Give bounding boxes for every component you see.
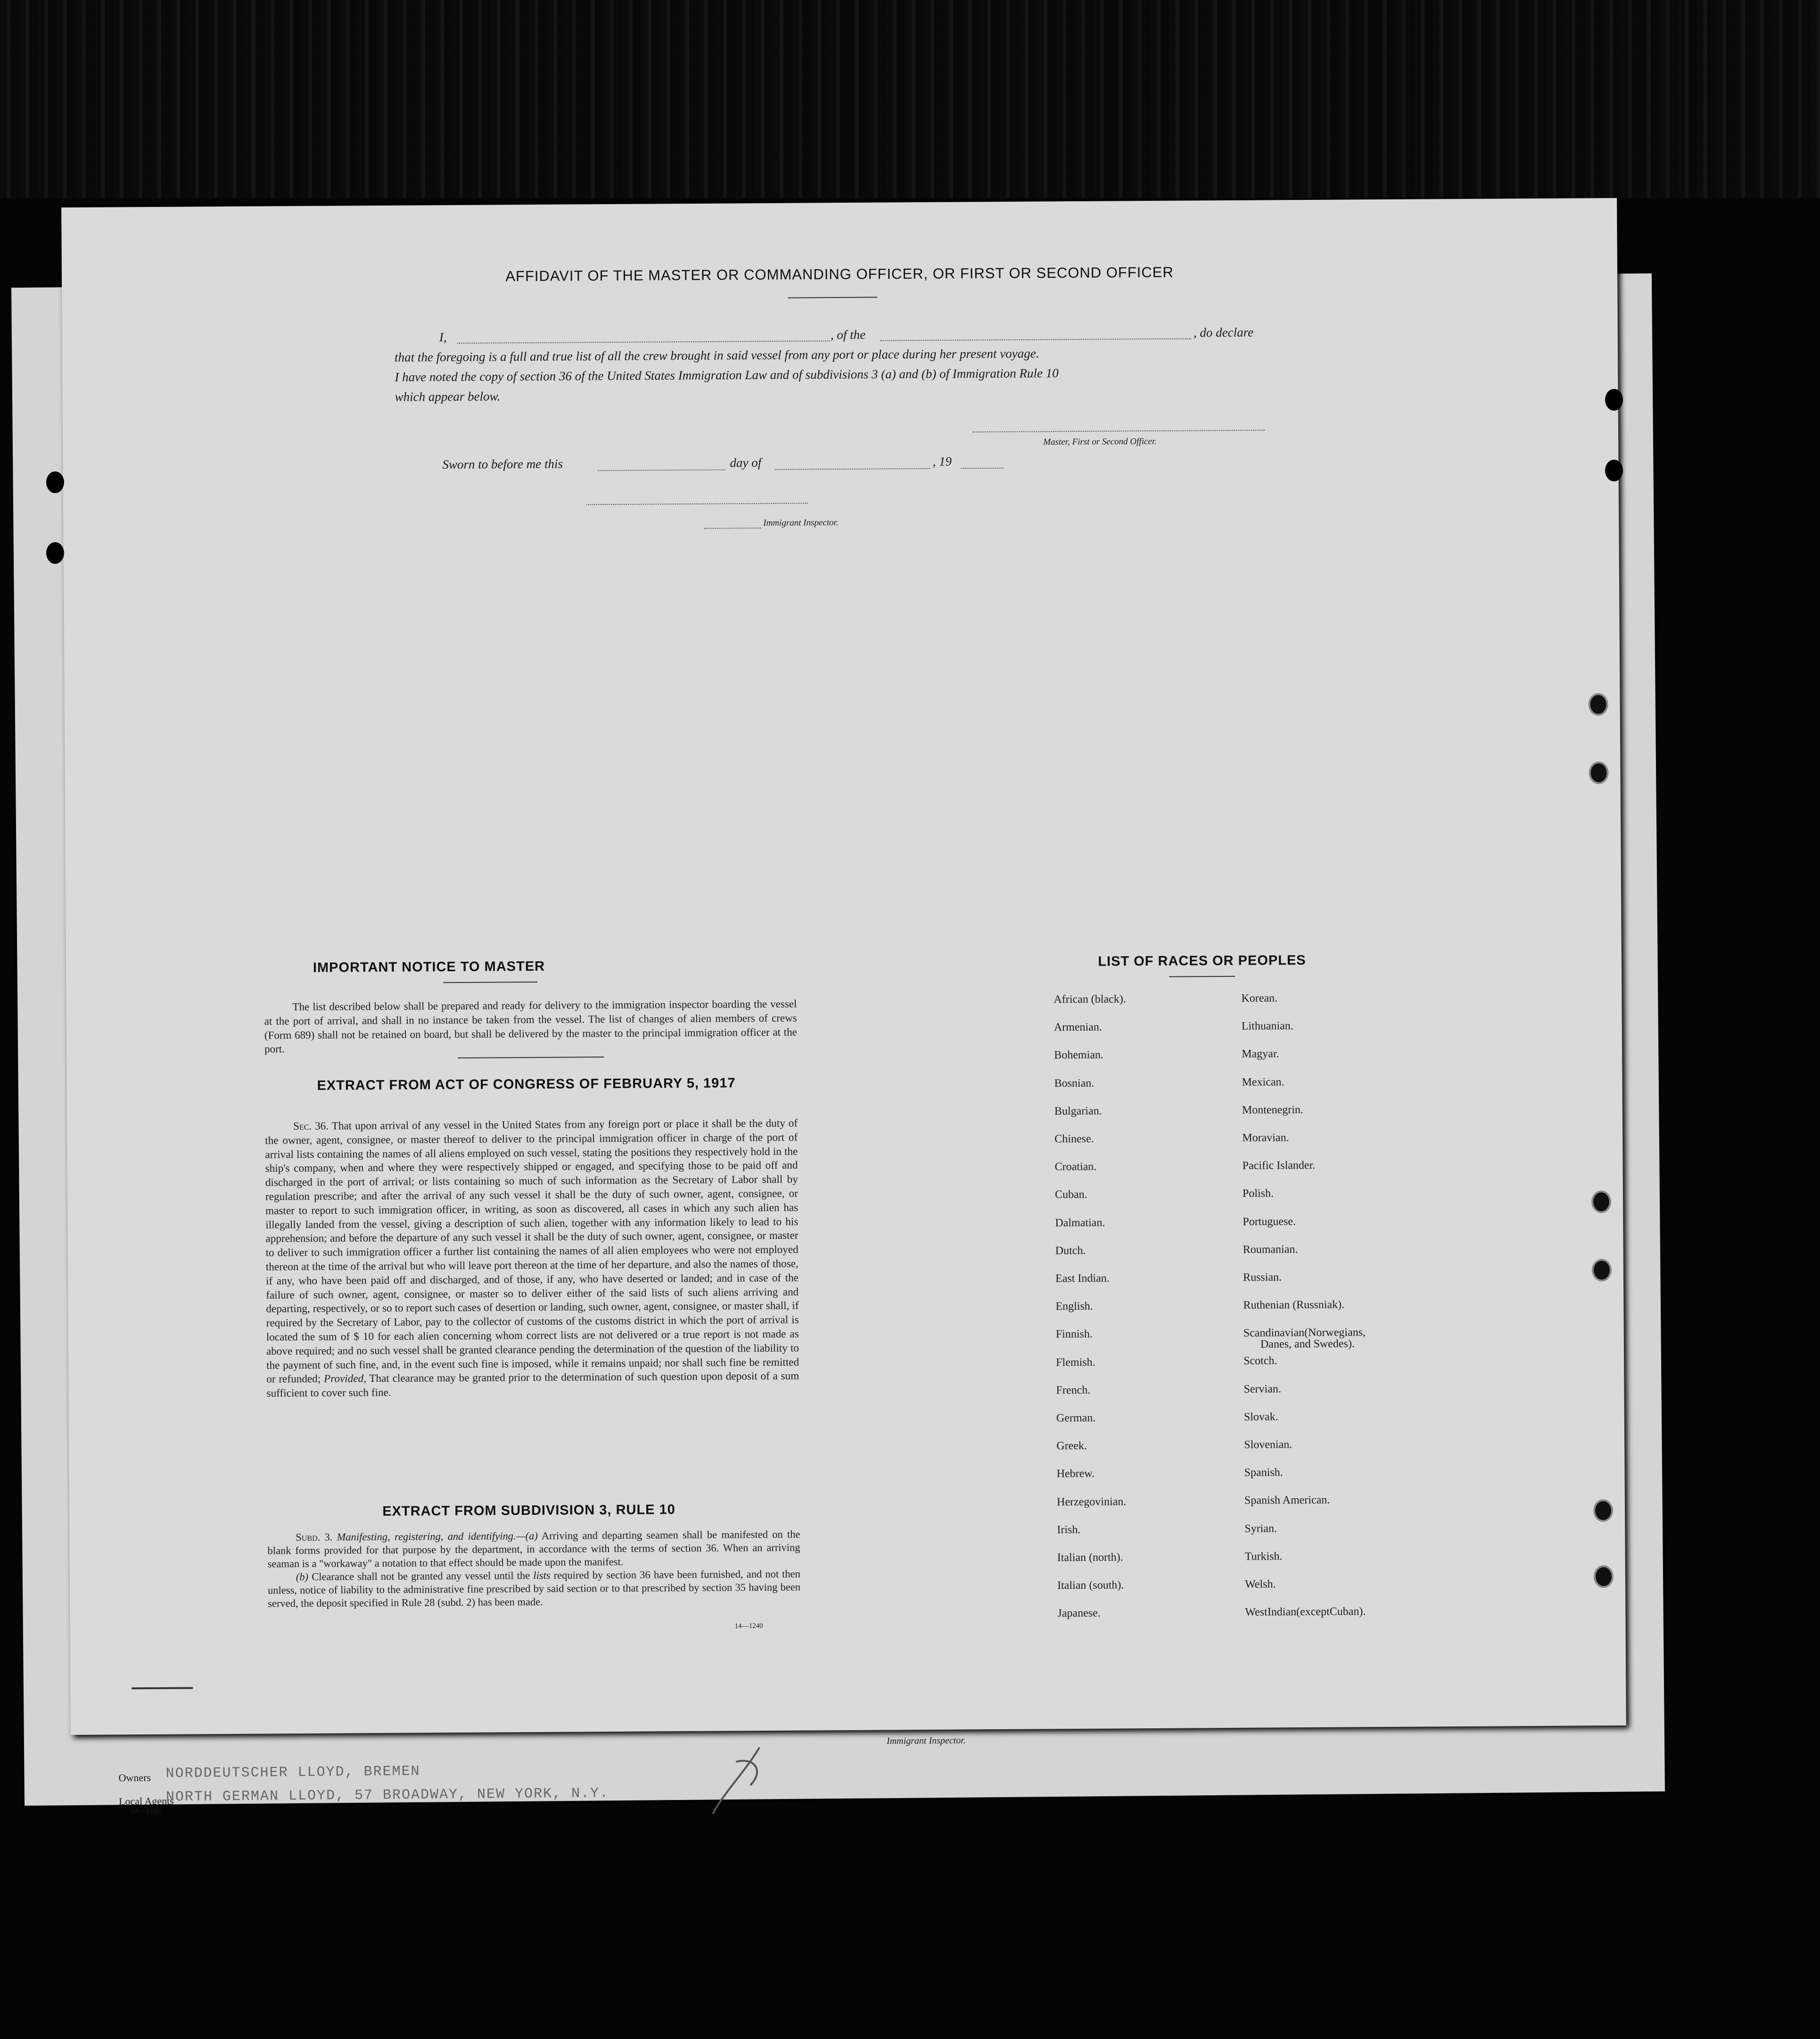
binder-hole xyxy=(1592,1259,1612,1281)
punch-hole xyxy=(46,542,64,564)
inspector-label: Immigrant Inspector. xyxy=(763,518,839,528)
race-item: Italian (north). xyxy=(1057,1551,1123,1564)
race-item: Hebrew. xyxy=(1056,1468,1095,1480)
act-extract-title: EXTRACT FROM ACT OF CONGRESS OF FEBRUARY 5, 1917 xyxy=(317,1075,736,1093)
owners-value: NORDDEUTSCHER LLOYD, BREMEN xyxy=(165,1763,420,1782)
race-item: Montenegrin. xyxy=(1242,1103,1303,1116)
sworn-year-field[interactable] xyxy=(961,467,1004,469)
agents-label: Local Agents xyxy=(118,1795,174,1808)
act-extract-body xyxy=(265,1117,799,1401)
race-item: Turkish. xyxy=(1244,1550,1283,1563)
rule-extract-body xyxy=(267,1528,800,1610)
race-item: Scandinavian(Norwegians, xyxy=(1243,1326,1366,1340)
subd-b-label: (b) xyxy=(296,1570,309,1583)
lists-word: lists xyxy=(533,1569,551,1582)
subd-text-b1: Clearance shall not be granted any vessel until the xyxy=(312,1569,530,1583)
race-item: Russian. xyxy=(1243,1271,1282,1284)
race-item: Greek. xyxy=(1056,1440,1087,1453)
affidavit-title-rule xyxy=(788,297,877,298)
race-item: Chinese. xyxy=(1054,1132,1094,1146)
sec-36-text-end: That clearance may be granted prior to the determination of such question upon deposit of a sum sufficient to cover such fine. xyxy=(266,1370,799,1400)
race-item: Korean. xyxy=(1241,992,1278,1005)
race-item: Armenian. xyxy=(1054,1021,1102,1034)
sworn-month-field[interactable] xyxy=(775,467,931,470)
race-item: Bulgarian. xyxy=(1054,1105,1102,1118)
race-item: Flemish. xyxy=(1056,1356,1095,1369)
race-item: English. xyxy=(1055,1300,1093,1313)
race-item: Dutch. xyxy=(1055,1244,1086,1257)
race-item: Welsh. xyxy=(1244,1578,1276,1591)
subd-heading: Manifesting, registering, and identifying.—(a) xyxy=(337,1529,538,1543)
race-item: Moravian. xyxy=(1242,1131,1289,1144)
race-item: French. xyxy=(1056,1384,1091,1397)
year-label: , 19 xyxy=(932,454,952,469)
race-item: Italian (south). xyxy=(1057,1579,1124,1592)
binder-hole xyxy=(1591,1190,1611,1213)
race-item: Bosnian. xyxy=(1054,1077,1095,1090)
race-item: Pacific Islander. xyxy=(1242,1159,1316,1172)
rear-inspector-label: Immigrant Inspector. xyxy=(886,1735,966,1747)
provided-label: Provided, xyxy=(323,1372,367,1386)
race-item: Slovak. xyxy=(1244,1411,1278,1423)
sworn-day-field[interactable] xyxy=(598,469,725,471)
margin-mark xyxy=(132,1687,193,1689)
form-number: 14—1240 xyxy=(734,1622,763,1630)
race-item: Irish. xyxy=(1057,1523,1081,1536)
race-item: Slovenian. xyxy=(1244,1438,1293,1451)
affidavit-of-the-label: , of the xyxy=(830,327,866,342)
signature-scribble xyxy=(703,1742,774,1818)
front-sheet xyxy=(61,198,1626,1735)
race-item: Herzegovinian. xyxy=(1056,1495,1127,1508)
race-item: Japanese. xyxy=(1057,1607,1101,1620)
race-item: Servian. xyxy=(1244,1382,1281,1395)
sec-36-label: Sec. 36. xyxy=(293,1120,329,1133)
agents-form-number: 14—1240 xyxy=(131,1807,161,1816)
rule-extract-title: EXTRACT FROM SUBDIVISION 3, RULE 10 xyxy=(382,1502,675,1519)
race-item: WestIndian(exceptCuban). xyxy=(1245,1605,1366,1619)
binder-hole xyxy=(1594,1565,1614,1588)
race-item: Polish. xyxy=(1242,1187,1274,1200)
notice-title: IMPORTANT NOTICE TO MASTER xyxy=(313,958,545,975)
race-item: Finnish. xyxy=(1055,1328,1093,1341)
subd-text-a: Arriving and departing seamen shall be manifested on the blank forms provided for that purpose by the department, in accordance with the terms of section 36. When an arriving seaman is a "workaway" a notation to that effect should be made upon the manifest. xyxy=(267,1528,800,1570)
affidavit-line-3: which appear below. xyxy=(395,389,501,404)
races-title: LIST OF RACES OR PEOPLES xyxy=(1098,953,1306,969)
affidavit-declare-label: , do declare xyxy=(1193,325,1254,340)
binder-hole xyxy=(1588,693,1608,716)
race-item: East Indian. xyxy=(1055,1272,1110,1285)
sworn-label: Sworn to before me this xyxy=(442,456,563,472)
inspector-title-leader xyxy=(704,527,761,529)
races-title-rule xyxy=(1169,976,1235,977)
notice-divider xyxy=(458,1057,604,1058)
race-item: Bohemian. xyxy=(1054,1049,1104,1062)
affidavit-i-label: I, xyxy=(439,330,447,345)
notice-title-rule xyxy=(443,982,537,983)
subd-text-b2: required by section 36 have been furnished, and not then unless, notice of liability to the administrative fine prescribed by said section or to that prescribed by section 35 having been served, the deposit specified in Rule 28 (subd. 2) has been made. xyxy=(267,1568,801,1610)
inspector-signature-field[interactable] xyxy=(586,502,808,505)
punch-hole xyxy=(1605,460,1623,481)
binder-hole xyxy=(1593,1499,1613,1522)
race-item: Scotch. xyxy=(1244,1354,1277,1368)
scan-border-top xyxy=(0,0,1820,198)
race-item: African (black). xyxy=(1054,993,1126,1006)
race-item: Syrian. xyxy=(1244,1522,1277,1535)
binder-hole xyxy=(1589,761,1608,784)
affidavit-line-1: that the foregoing is a full and true list of all the crew brought in said vessel from any port or place during her present voyage. xyxy=(394,346,1039,364)
sec-36-text: That upon arrival of any vessel in the United States from any foreign port or place it shall be the duty of the owner, agent, consignee, or master thereof to deliver to the principal immigration officer in charge of the port of arrival lists containing the names of all aliens employed on such vessel, stating the positions they respectively hold in the ship's company, when and where they were respectively shipped or engaged, and specifying those to be paid off and discharged in the port of arrival; or lists containing so much of such information as the Secretary of Labor shall by regulation prescribe; and after the arrival of any such vessel it shall be the duty of such owner, agent, consignee, or master to report to such immigration officer, in writing, as soon as discovered, all cases in which any such alien has illegally landed from the vessel, giving a description of such alien, together with any information likely to lead to his apprehension; and before the departure of any such vessel it shall be the duty of such owner, agent, consignee, or master to deliver to such immigration officer a further list containing the names of all alien employees who were not employed thereon at the time of the arrival but who will leave port thereon at the time of her departure, and also the names of those, if any, who have been paid off and discharged, and of those, if any, who have deserted or landed; and in case of the failure of such owner, agent, consignee, or master so to deliver either of the said lists of such aliens arriving and departing, respectively, or so to report such cases of desertion or landing, such owner, agent, consignee, or master shall, if required by the Secretary of Labor, pay to the collector of customs of the customs district in which the port of arrival is located the sum of $ 10 for each alien concerning whom correct lists are not delivered or a true report is not made as above required; and no such vessel shall be granted clearance pending the determination of the question of the liability to the payment of such fine, and, in the event such fine is imposed, while it remains unpaid; nor shall such fine be remitted or refunded; xyxy=(265,1117,799,1386)
race-item: Ruthenian (Russniak). xyxy=(1243,1298,1345,1312)
race-item: Cuban. xyxy=(1054,1189,1087,1201)
agents-value: NORTH GERMAN LLOYD, 57 BROADWAY, NEW YORK, N.Y. xyxy=(165,1785,609,1806)
race-item-continuation: Danes, and Swedes). xyxy=(1260,1337,1355,1351)
punch-hole xyxy=(46,471,64,493)
punch-hole xyxy=(1605,389,1623,411)
subd-label: Subd. 3. xyxy=(296,1531,333,1544)
affidavit-title: AFFIDAVIT OF THE MASTER OR COMMANDING OFFICER, OR FIRST OR SECOND OFFICER xyxy=(505,264,1174,285)
affidavit-line-2: I have noted the copy of section 36 of the United States Immigration Law and of subdivisions 3 (a) and (b) of Immigration Rule 10 xyxy=(395,366,1059,384)
race-item: Mexican. xyxy=(1242,1075,1285,1089)
master-signature-label: Master, First or Second Officer. xyxy=(1043,436,1157,447)
race-item: German. xyxy=(1056,1412,1096,1425)
race-item: Spanish American. xyxy=(1244,1494,1330,1507)
race-item: Portuguese. xyxy=(1243,1215,1296,1228)
race-item: Dalmatian. xyxy=(1055,1216,1105,1229)
owners-label: Owners xyxy=(118,1771,151,1784)
officer-name-field[interactable] xyxy=(457,339,830,344)
race-item: Lithuanian. xyxy=(1241,1020,1293,1033)
master-signature-field[interactable] xyxy=(972,429,1265,433)
notice-text: The list described below shall be prepared and ready for delivery to the immigration inspector boarding the vessel at the port of arrival, and shall in no instance be taken from the vessel. The list of changes of alien members of crews (Form 689) shall not be retained on board, but shall be delivered by the master to the principal immigration officer at the port. xyxy=(264,998,797,1055)
race-item: Magyar. xyxy=(1242,1048,1279,1061)
race-item: Spanish. xyxy=(1244,1466,1283,1479)
vessel-name-field[interactable] xyxy=(880,337,1191,341)
race-item: Croatian. xyxy=(1054,1160,1097,1173)
day-of-label: day of xyxy=(730,455,762,470)
race-item: Roumanian. xyxy=(1243,1243,1298,1256)
